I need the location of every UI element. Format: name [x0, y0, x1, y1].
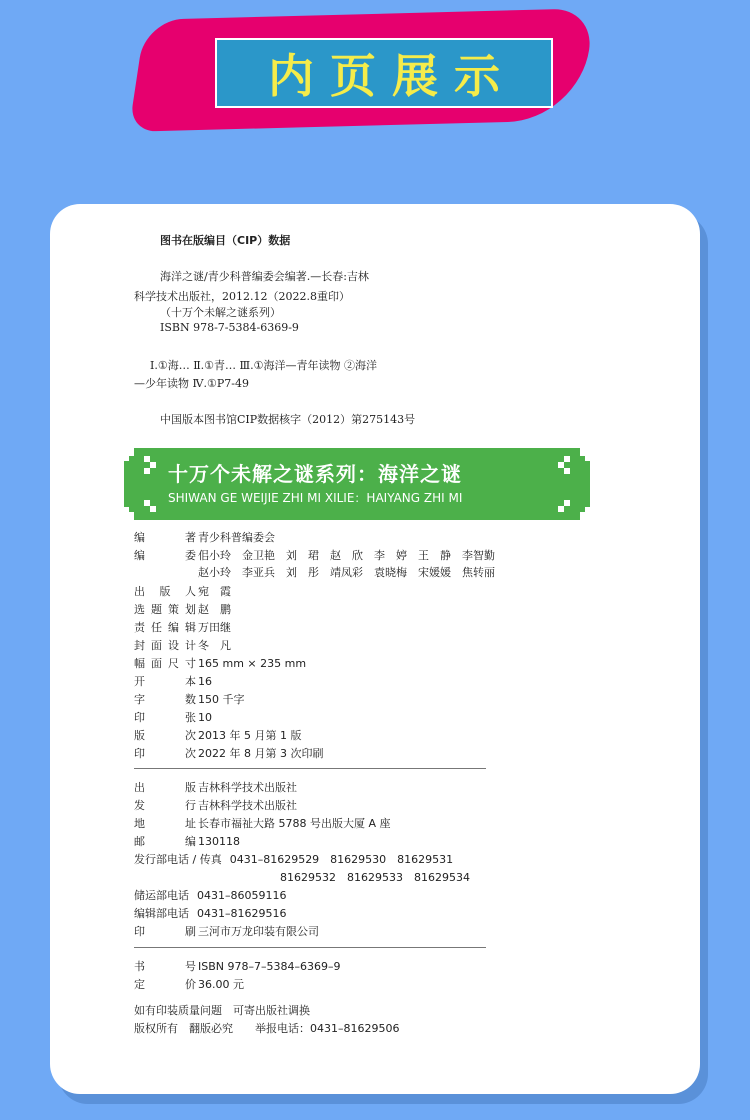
pub-row-storage-phone — [134, 887, 286, 903]
credit-row-word-count — [134, 691, 245, 707]
book-row-isbn — [134, 958, 340, 974]
cip-line: 科学技术出版社，2012.12（2022.8重印） — [134, 290, 350, 303]
book-label: 书号 — [134, 960, 196, 973]
credit-value: 青少科普编委会 — [198, 531, 275, 544]
credit-row-edition — [134, 727, 301, 743]
pub-row-sales-phone-cont — [280, 869, 470, 885]
series-title: 十万个未解之谜系列：海洋之谜 — [168, 462, 462, 486]
credit-value: 佀小玲 金卫艳 刘 珺 赵 欣 李 婷 王 静 李智勤 — [198, 549, 495, 562]
credit-label: 选题策划 — [134, 603, 196, 616]
pub-value: 0431–86059116 — [197, 889, 287, 902]
credit-value: 冬 凡 — [198, 639, 231, 652]
credit-value: 16 — [198, 675, 212, 688]
cip-line: —少年读物 Ⅳ.①P7-49 — [134, 377, 249, 390]
credit-label: 印次 — [134, 747, 196, 760]
credit-label: 封面设计 — [134, 639, 196, 652]
credit-label: 编委 — [134, 549, 196, 562]
credit-row-cover-design — [134, 637, 231, 653]
credit-value: 2022 年 8 月第 3 次印刷 — [198, 747, 324, 760]
book-value: ISBN 978–7–5384–6369–9 — [198, 960, 341, 973]
credit-row-printing — [134, 745, 323, 761]
credit-value: 150 千字 — [198, 693, 245, 706]
pub-label: 邮编 — [134, 835, 196, 848]
credit-value: 2013 年 5 月第 1 版 — [198, 729, 302, 742]
credit-row-responsible-editor — [134, 619, 231, 635]
credit-value: 赵小玲 李亚兵 刘 彤 靖凤彩 袁晓梅 宋媛媛 焦转丽 — [198, 566, 495, 579]
band-pixel-dot — [564, 456, 570, 462]
credit-row-sheets — [134, 709, 212, 725]
cip-line: 中国版本图书馆CIP数据核字（2012）第275143号 — [160, 413, 416, 426]
pub-label: 编辑部电话 — [134, 907, 189, 920]
book-row-price — [134, 976, 244, 992]
band-pixel-notch — [124, 456, 129, 461]
pub-value: 吉林科学技术出版社 — [198, 799, 297, 812]
pub-label: 印刷 — [134, 925, 196, 938]
banner-title: 内页展示 — [268, 49, 516, 103]
credit-label: 开本 — [134, 675, 196, 688]
credit-row-editor — [134, 529, 275, 545]
band-pixel-dot — [558, 506, 564, 512]
credit-label: 字数 — [134, 693, 196, 706]
band-pixel-dot — [150, 506, 156, 512]
pub-row-distributor — [134, 797, 297, 813]
band-pixel-dot — [144, 468, 150, 474]
pub-label: 发行部电话 / 传真 — [134, 853, 222, 866]
pub-value: 0431–81629529 81629530 81629531 — [229, 853, 454, 866]
pub-row-address — [134, 815, 391, 831]
band-pixel-edge — [124, 456, 134, 512]
credit-row-committee — [134, 547, 495, 563]
pub-value: 130118 — [198, 835, 240, 848]
band-pixel-notch — [585, 507, 590, 512]
band-pixel-notch — [124, 507, 129, 512]
cip-line: Ⅰ.①海… Ⅱ.①青… Ⅲ.①海洋—青年读物 ②海洋 — [150, 359, 377, 372]
book-value: 36.00 元 — [198, 978, 244, 991]
band-pixel-notch — [585, 456, 590, 461]
banner-title-box — [215, 38, 553, 108]
credit-value: 赵 鹏 — [198, 603, 231, 616]
pub-row-publisher — [134, 779, 297, 795]
credit-row-format — [134, 673, 212, 689]
band-pixel-dot — [564, 500, 570, 506]
divider — [134, 768, 486, 769]
series-subtitle: SHIWAN GE WEIJIE ZHI MI XILIE：HAIYANG ZHI MI — [168, 491, 463, 505]
credit-label: 印张 — [134, 711, 196, 724]
rights-notice: 版权所有 翻版必究 举报电话：0431–81629506 — [134, 1022, 400, 1035]
pub-label: 储运部电话 — [134, 889, 189, 902]
band-pixel-dot — [564, 468, 570, 474]
credit-label: 责任编辑 — [134, 621, 196, 634]
cip-heading: 图书在版编目（CIP）数据 — [160, 234, 291, 247]
quality-notice: 如有印装质量问题 可寄出版社调换 — [134, 1004, 310, 1017]
credit-value: 宛 霞 — [198, 585, 231, 598]
band-pixel-edge — [580, 456, 590, 512]
pub-value: 长春市福祉大路 5788 号出版大厦 A 座 — [198, 817, 391, 830]
credit-label: 编著 — [134, 531, 196, 544]
pub-row-postcode — [134, 833, 240, 849]
credit-row-publisher-person — [134, 583, 231, 599]
band-pixel-dot — [150, 462, 156, 468]
pub-value: 81629532 81629533 81629534 — [280, 871, 470, 884]
pub-row-editorial-phone — [134, 905, 286, 921]
pub-label: 发行 — [134, 799, 196, 812]
book-label: 定价 — [134, 978, 196, 991]
pub-value: 三河市万龙印装有限公司 — [198, 925, 319, 938]
credit-value: 165 mm × 235 mm — [198, 657, 307, 670]
credit-label: 版次 — [134, 729, 196, 742]
credit-row-page-size — [134, 655, 306, 671]
credit-label: 出版人 — [134, 585, 196, 598]
pub-value: 吉林科学技术出版社 — [198, 781, 297, 794]
pub-row-sales-phone — [134, 851, 453, 867]
pub-value: 0431–81629516 — [197, 907, 287, 920]
cip-line: 海洋之谜/青少科普编委会编著.—长春:吉林 — [160, 270, 369, 283]
credit-row-committee-cont — [198, 564, 495, 580]
credit-value: 万田继 — [198, 621, 231, 634]
cip-line: ISBN 978-7-5384-6369-9 — [160, 321, 299, 334]
pub-label: 出版 — [134, 781, 196, 794]
cip-line: （十万个未解之谜系列） — [160, 306, 281, 319]
credit-row-planner — [134, 601, 231, 617]
pub-label: 地址 — [134, 817, 196, 830]
divider — [134, 947, 486, 948]
credit-label: 幅面尺寸 — [134, 657, 196, 670]
credit-value: 10 — [198, 711, 212, 724]
pub-row-printer — [134, 923, 319, 939]
